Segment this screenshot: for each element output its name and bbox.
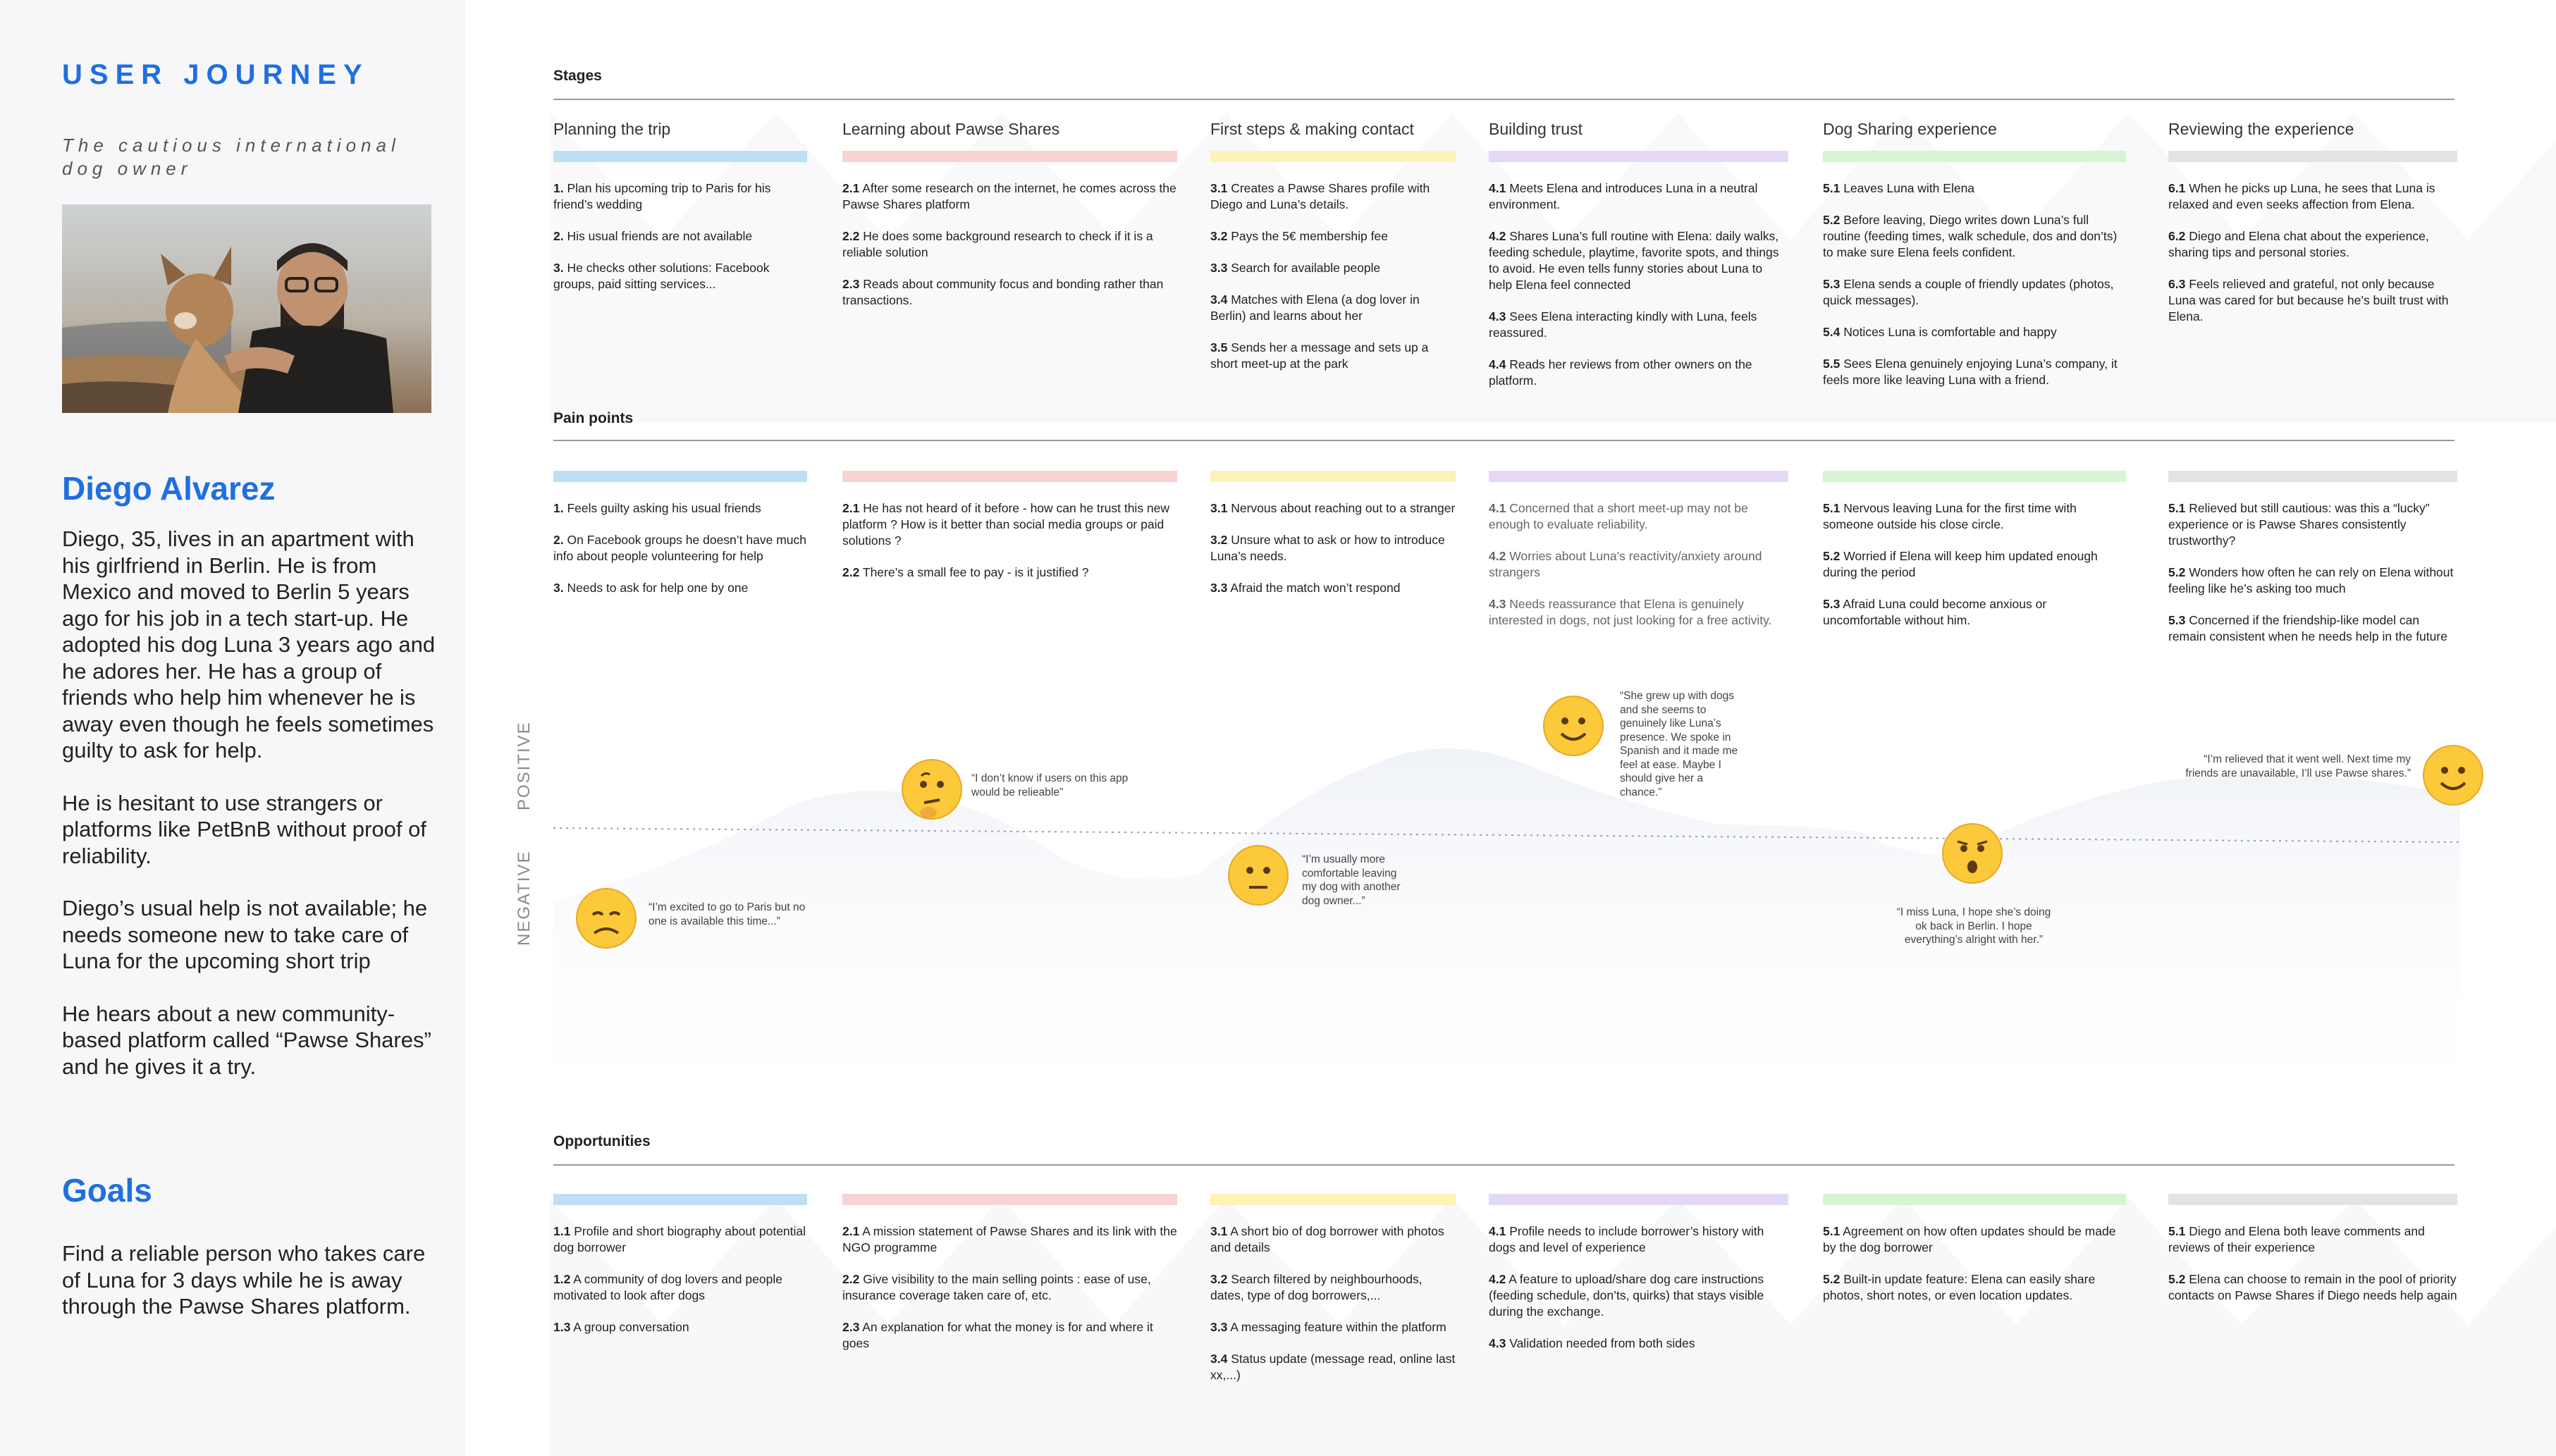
item-number: 5.2 [1823, 213, 1841, 227]
stages-item [2168, 228, 2457, 261]
item-text: A feature to upload/share dog care instructions (feeding schedule, don’ts, quirks) that stays visible during the exchange. [1489, 1272, 1764, 1319]
item-text: Leaves Luna with Elena [1843, 181, 1975, 195]
stages-item [1489, 357, 1788, 389]
thinking-face-icon [900, 758, 964, 821]
stage-color-bar [2168, 471, 2457, 482]
item-number: 1.3 [553, 1320, 571, 1334]
item-number: 3.4 [1210, 1352, 1228, 1366]
goals-text: Find a reliable person who takes care of Luna for 3 days while he is away through the Pawse Shares platform. [62, 1241, 426, 1319]
item-number: 1.1 [553, 1224, 571, 1238]
emotion-quote: “She grew up with dogs and she seems to genuinely like Luna’s presence. We spoke in Spanish and it made me feel at ease. Maybe I should give her a chance.” [1620, 690, 1738, 798]
item-text: Feels relieved and grateful, not only because Luna was cared for but because he’s built trust with Elena. [2168, 277, 2449, 323]
item-number: 5.3 [1823, 277, 1841, 291]
stage-color-bar [1210, 471, 1456, 482]
item-text: Feels guilty asking his usual friends [567, 501, 761, 515]
item-text: Plan his upcoming trip to Paris for his friend’s wedding [553, 181, 771, 211]
pain-item [1823, 596, 2126, 629]
item-text: Elena sends a couple of friendly updates (photos, quick messages). [1823, 277, 2114, 307]
stages-item [1210, 260, 1456, 276]
item-number: 4.2 [1489, 549, 1506, 563]
section-label-opps: Opportunities [553, 1133, 651, 1149]
item-number: 5.5 [1823, 357, 1841, 371]
stages-cell [1210, 180, 1456, 388]
pain-item [2168, 612, 2457, 645]
negative-axis-label: NEGATIVE [515, 850, 534, 946]
stage-color-bar [842, 1194, 1177, 1205]
smiling-face-icon [2421, 744, 2485, 807]
item-number: 5.3 [2168, 613, 2186, 627]
stage-color-bar [2168, 151, 2457, 162]
item-text: Diego and Elena chat about the experience, sharing tips and personal stories. [2168, 229, 2429, 259]
item-text: Sees Elena genuinely enjoying Luna’s company, it feels more like leaving Luna with a friend. [1823, 357, 2118, 387]
item-number: 1. [553, 501, 564, 515]
item-text: Wonders how often he can rely on Elena without feeling like he’s asking too much [2168, 565, 2454, 596]
item-text: Sees Elena interacting kindly with Luna, feels reassured. [1489, 309, 1757, 340]
item-number: 4.2 [1489, 1272, 1506, 1286]
opps-item [553, 1319, 807, 1335]
stages-item [1823, 212, 2126, 261]
item-text: Nervous leaving Luna for the first time with someone outside his close circle. [1823, 501, 2077, 531]
stage-color-bar [2168, 1194, 2457, 1205]
pain-item [842, 500, 1177, 549]
item-number: 4.3 [1489, 309, 1506, 323]
pain-item [1823, 500, 2126, 533]
item-text: A community of dog lovers and people motivated to look after dogs [553, 1272, 782, 1302]
item-number: 4.4 [1489, 357, 1506, 371]
item-text: A group conversation [573, 1320, 689, 1334]
item-text: Concerned if the friendship-like model can remain consistent when he needs help in the future [2168, 613, 2447, 643]
item-number: 5.1 [2168, 501, 2186, 515]
item-text: His usual friends are not available [567, 229, 753, 243]
item-text: Meets Elena and introduces Luna in a neutral environment. [1489, 181, 1758, 211]
item-number: 3.3 [1210, 1320, 1228, 1334]
stages-item [1823, 180, 2126, 197]
item-number: 2.2 [842, 565, 860, 579]
stages-item [553, 260, 807, 292]
disappointed-face-icon [575, 887, 638, 950]
item-number: 2.3 [842, 277, 860, 291]
stage-title: First steps & making contact [1210, 120, 1414, 138]
item-text: Relieved but still cautious: was this a “lucky” experience or is Pawse Shares consistently trustworthy? [2168, 501, 2430, 548]
item-text: Pays the 5€ membership fee [1231, 229, 1388, 243]
pain-item [842, 564, 1177, 581]
item-number: 5.1 [1823, 181, 1841, 195]
stages-item [1210, 340, 1456, 372]
item-number: 1. [553, 181, 564, 195]
stages-item [1823, 276, 2126, 309]
item-text: Reads about community focus and bonding rather than transactions. [842, 277, 1164, 307]
pain-item [1489, 548, 1788, 581]
item-text: Status update (message read, online last xx,...) [1210, 1352, 1456, 1382]
item-text: Shares Luna’s full routine with Elena: daily walks, feeding schedule, playtime, favorite spots, and things to avoid. He even tells funny stories about Luna to help Elena feel connected [1489, 229, 1779, 292]
opps-item [1210, 1223, 1456, 1256]
item-number: 3.1 [1210, 501, 1228, 515]
item-text: He does some background research to check if it is a reliable solution [842, 229, 1153, 259]
section-label-pain: Pain points [553, 410, 634, 426]
stage-color-bar [1823, 471, 2126, 482]
opps-item [553, 1271, 807, 1304]
stages-cell [1823, 180, 2126, 404]
item-text: Before leaving, Diego writes down Luna’s full routine (feeding times, walk schedule, dos and don’ts) to make sure Elena feels confident. [1823, 213, 2118, 259]
stages-item [2168, 276, 2457, 325]
item-text: An explanation for what the money is for and where it goes [842, 1320, 1153, 1350]
item-text: He has not heard of it before - how can he trust this new platform ? How is it better than social media groups or paid solutions ? [842, 501, 1170, 548]
item-text: A messaging feature within the platform [1230, 1320, 1446, 1334]
pain-cell [1210, 500, 1456, 612]
opps-item [2168, 1223, 2457, 1256]
item-text: When he picks up Luna, he sees that Luna is relaxed and even seeks affection from Elena. [2168, 181, 2435, 211]
item-text: Elena can choose to remain in the pool of priority contacts on Pawse Shares if Diego needs help again [2168, 1272, 2457, 1302]
opps-item [1210, 1271, 1456, 1304]
opps-cell [842, 1223, 1177, 1367]
item-text: Afraid the match won’t respond [1230, 581, 1401, 595]
pain-item [1210, 580, 1456, 596]
pain-cell [1489, 500, 1788, 644]
item-number: 5.3 [1823, 597, 1841, 611]
item-number: 6.2 [2168, 229, 2186, 243]
item-number: 1.2 [553, 1272, 571, 1286]
item-number: 6.3 [2168, 277, 2186, 291]
stage-title: Dog Sharing experience [1823, 120, 1997, 138]
item-text: Worries about Luna’s reactivity/anxiety around strangers [1489, 549, 1762, 579]
item-text: Sends her a message and sets up a short meet-up at the park [1210, 340, 1429, 371]
item-number: 5.4 [1823, 325, 1841, 339]
section-divider [553, 99, 2454, 100]
item-text: Search filtered by neighbourhoods, dates, type of dog borrowers,... [1210, 1272, 1423, 1302]
opps-item [842, 1271, 1177, 1304]
opps-item [2168, 1271, 2457, 1304]
pain-item [2168, 564, 2457, 597]
stages-item [1489, 180, 1788, 213]
item-number: 4.2 [1489, 229, 1506, 243]
stages-item [553, 228, 807, 245]
stages-item [1210, 292, 1456, 324]
stages-item [842, 180, 1177, 213]
item-text: Diego and Elena both leave comments and reviews of their experience [2168, 1224, 2425, 1254]
worried-face-icon [1941, 822, 2004, 885]
stages-item [1489, 228, 1788, 293]
stages-item [1210, 180, 1456, 213]
emotion-quote: “I’m relieved that it went well. Next time my friends are unavailable, I’ll use Pawse shares.” [2185, 753, 2411, 779]
pain-item [1823, 548, 2126, 581]
page-title: USER JOURNEY [62, 59, 369, 90]
stage-title: Building trust [1489, 120, 1583, 138]
stage-color-bar [1210, 1194, 1456, 1205]
stages-cell [553, 180, 807, 308]
bio-paragraph: He is hesitant to use strangers or platforms like PetBnB without proof of reliability. [62, 790, 426, 868]
stage-color-bar [1489, 471, 1788, 482]
opps-item [553, 1223, 807, 1256]
item-text: Unsure what to ask or how to introduce Luna’s needs. [1210, 533, 1445, 563]
stages-item [842, 228, 1177, 261]
pain-item [553, 500, 807, 517]
section-divider [553, 440, 2454, 441]
goals-title: Goals [62, 1172, 152, 1209]
smiling-face-icon [1542, 694, 1605, 758]
item-number: 3.5 [1210, 340, 1228, 354]
opps-cell [1823, 1223, 2126, 1319]
item-number: 3.2 [1210, 533, 1228, 547]
item-text: Concerned that a short meet-up may not be enough to evaluate reliability. [1489, 501, 1748, 531]
item-number: 5.2 [2168, 1272, 2186, 1286]
opps-item [842, 1319, 1177, 1352]
bio-paragraph: Diego’s usual help is not available; he needs someone new to take care of Luna for the upcoming short trip [62, 896, 428, 973]
stage-color-bar [1489, 151, 1788, 162]
stage-title: Learning about Pawse Shares [842, 120, 1060, 138]
item-text: Afraid Luna could become anxious or uncomfortable without him. [1823, 597, 2047, 627]
item-text: He checks other solutions: Facebook groups, paid sitting services... [553, 261, 770, 291]
item-text: Reads her reviews from other owners on the platform. [1489, 357, 1752, 388]
pain-item [2168, 500, 2457, 549]
item-text: On Facebook groups he doesn’t have much info about people volunteering for help [553, 533, 806, 563]
persona-panel [0, 0, 465, 1456]
item-number: 2.2 [842, 229, 860, 243]
opps-item [1489, 1271, 1788, 1320]
pain-cell [553, 500, 807, 612]
stage-color-bar [553, 1194, 807, 1205]
item-number: 2.1 [842, 501, 860, 515]
item-number: 2.3 [842, 1320, 860, 1334]
item-text: Needs to ask for help one by one [567, 581, 749, 595]
item-number: 5.1 [2168, 1224, 2186, 1238]
neutral-face-icon [1227, 844, 1290, 907]
item-number: 2. [553, 533, 564, 547]
item-number: 3.4 [1210, 292, 1228, 307]
pain-cell [1823, 500, 2126, 644]
opps-item [1489, 1223, 1788, 1256]
item-text: Needs reassurance that Elena is genuinely interested in dogs, not just looking for a free activity. [1489, 597, 1772, 627]
stages-item [553, 180, 807, 213]
opps-cell [2168, 1223, 2457, 1319]
stage-color-bar [1823, 1194, 2126, 1205]
bio-paragraph: Diego, 35, lives in an apartment with his girlfriend in Berlin. He is from Mexico and moved to Berlin 5 years ago for his job in a tech start-up. He adopted his dog Luna 3 years ago and he adores her. He has a group of friends who help him whenever he is away even though he feels sometimes guilty to ask for help. [62, 526, 436, 763]
opps-item [1823, 1223, 2126, 1256]
pain-cell [842, 500, 1177, 596]
item-number: 3. [553, 581, 564, 595]
opps-item [1210, 1319, 1456, 1335]
stages-item [842, 276, 1177, 309]
item-text: Matches with Elena (a dog lover in Berlin) and learns about her [1210, 292, 1420, 323]
persona-bio [62, 526, 443, 1106]
opps-item [1489, 1335, 1788, 1352]
item-text: Validation needed from both sides [1509, 1336, 1695, 1350]
item-text: Search for available people [1231, 261, 1381, 275]
section-divider [553, 1164, 2454, 1166]
stages-item [1489, 309, 1788, 341]
item-text: Worried if Elena will keep him updated enough during the period [1823, 549, 2098, 579]
emotion-quote: “I miss Luna, I hope she’s doing ok back in Berlin. I hope everything’s alright with her.” [1896, 906, 2051, 946]
item-number: 6.1 [2168, 181, 2186, 195]
emotion-quote: “I’m usually more comfortable leaving my dog with another dog owner...” [1302, 853, 1401, 907]
persona-name: Diego Alvarez [62, 470, 276, 507]
item-number: 2.2 [842, 1272, 860, 1286]
stage-color-bar [842, 151, 1177, 162]
item-number: 4.1 [1489, 501, 1506, 515]
pain-item [1210, 500, 1456, 517]
item-number: 3.2 [1210, 1272, 1228, 1286]
item-text: Built-in update feature: Elena can easily share photos, short notes, or even location updates. [1823, 1272, 2096, 1302]
stage-color-bar [1823, 151, 2126, 162]
pain-item [1489, 596, 1788, 629]
item-number: 4.3 [1489, 597, 1506, 611]
stage-title: Planning the trip [553, 120, 671, 138]
emotion-quote: “I don’t know if users on this app would be relieable” [971, 772, 1129, 798]
item-text: Creates a Pawse Shares profile with Diego and Luna’s details. [1210, 181, 1430, 211]
stages-cell [1489, 180, 1788, 405]
item-number: 4.1 [1489, 1224, 1506, 1238]
item-number: 3.3 [1210, 581, 1228, 595]
persona-subtitle: The cautious international dog owner [62, 135, 400, 179]
stages-item [2168, 180, 2457, 213]
stage-color-bar [842, 471, 1177, 482]
opps-item [1210, 1351, 1456, 1383]
pain-cell [2168, 500, 2457, 660]
item-text: Profile and short biography about potential dog borrower [553, 1224, 806, 1254]
bio-paragraph: He hears about a new community-based platform called “Pawse Shares” and he gives it a try. [62, 1001, 431, 1079]
item-number: 5.1 [1823, 1224, 1841, 1238]
item-number: 2.1 [842, 181, 860, 195]
item-number: 3.3 [1210, 261, 1228, 275]
opps-item [842, 1223, 1177, 1256]
stages-item [1210, 228, 1456, 245]
stages-cell [2168, 180, 2457, 340]
pain-item [1489, 500, 1788, 533]
journey-map [465, 0, 2556, 1456]
stage-color-bar [1210, 151, 1456, 162]
item-number: 5.1 [1823, 501, 1841, 515]
item-number: 2. [553, 229, 564, 243]
item-number: 4.3 [1489, 1336, 1506, 1350]
emotion-quote: “I’m excited to go to Paris but no one is available this time...” [649, 901, 806, 927]
item-text: Notices Luna is comfortable and happy [1843, 325, 2057, 339]
opps-cell [1210, 1223, 1456, 1399]
item-number: 5.2 [2168, 565, 2186, 579]
stages-cell [842, 180, 1177, 324]
section-label-stages: Stages [553, 68, 602, 84]
opps-cell [1489, 1223, 1788, 1367]
item-number: 2.1 [842, 1224, 860, 1238]
opps-cell [553, 1223, 807, 1351]
stages-item [1823, 356, 2126, 388]
item-text: Agreement on how often updates should be made by the dog borrower [1823, 1224, 2116, 1254]
stages-item [1823, 324, 2126, 340]
pain-item [553, 532, 807, 564]
persona-photo [62, 204, 431, 413]
item-text: Nervous about reaching out to a stranger [1231, 501, 1456, 515]
positive-axis-label: POSITIVE [515, 721, 534, 810]
item-text: A mission statement of Pawse Shares and its link with the NGO programme [842, 1224, 1177, 1254]
item-number: 3. [553, 261, 564, 275]
item-number: 5.2 [1823, 549, 1841, 563]
item-number: 3.2 [1210, 229, 1228, 243]
stage-color-bar [1489, 1194, 1788, 1205]
pain-item [1210, 532, 1456, 564]
item-number: 3.1 [1210, 1224, 1228, 1238]
item-number: 4.1 [1489, 181, 1506, 195]
stage-title: Reviewing the experience [2168, 120, 2354, 138]
item-text: Profile needs to include borrower’s history with dogs and level of experience [1489, 1224, 1764, 1254]
stage-color-bar [553, 471, 807, 482]
item-text: After some research on the internet, he comes across the Pawse Shares platform [842, 181, 1176, 211]
item-text: There’s a small fee to pay - is it justified ? [862, 565, 1089, 579]
item-text: Give visibility to the main selling points : ease of use, insurance coverage taken care of, etc. [842, 1272, 1151, 1302]
item-number: 5.2 [1823, 1272, 1841, 1286]
item-text: A short bio of dog borrower with photos and details [1210, 1224, 1444, 1254]
item-number: 3.1 [1210, 181, 1228, 195]
stage-color-bar [553, 151, 807, 162]
pain-item [553, 580, 807, 596]
opps-item [1823, 1271, 2126, 1304]
